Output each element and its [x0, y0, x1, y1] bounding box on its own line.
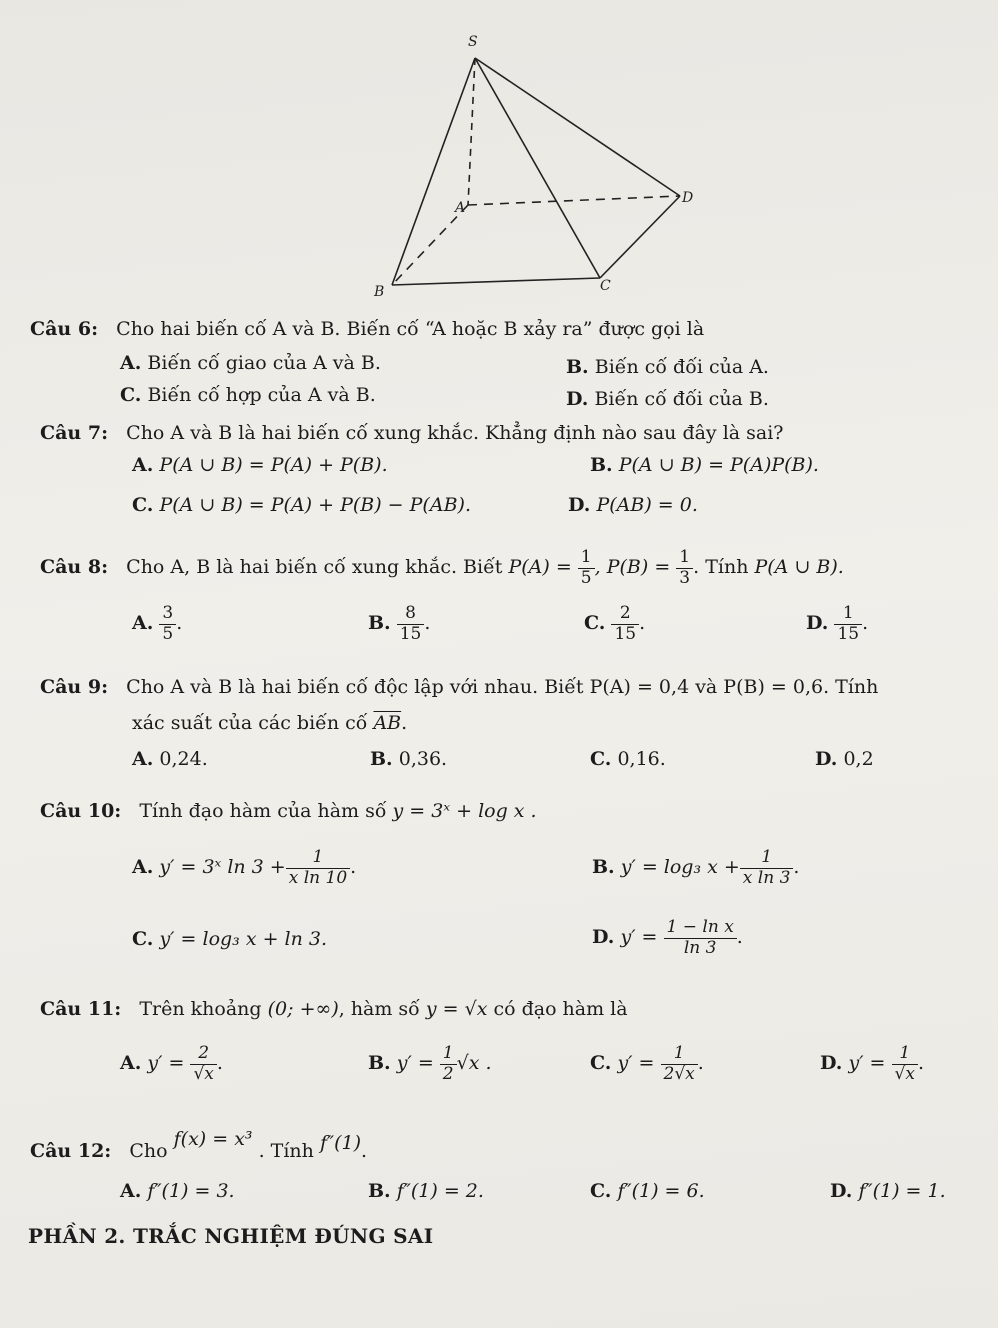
q10-option-c[interactable]: C. y′ = log₃ x + ln 3.	[132, 928, 328, 950]
q12-option-c[interactable]: C. f″(1) = 6.	[590, 1180, 705, 1202]
q7-option-a[interactable]: A. P(A ∪ B) = P(A) + P(B).	[132, 454, 388, 476]
q7-stem	[40, 422, 784, 444]
q12-option-a[interactable]: A. f″(1) = 3.	[120, 1180, 235, 1202]
q12-stem: Câu 12: Cho f(x) = x³ . Tính f″(1).	[30, 1128, 368, 1162]
q12-option-b[interactable]: B. f″(1) = 2.	[368, 1180, 484, 1202]
q10-function: y = 3ˣ + log x .	[392, 800, 537, 822]
edge-ab	[392, 205, 468, 285]
edge-sd	[475, 58, 680, 196]
q11-interval: (0; +∞)	[267, 998, 339, 1020]
q11-option-b[interactable]: B. y′ = $\frac{1}{2}$ √x .	[368, 1043, 492, 1084]
q9-label: Câu 9:	[40, 676, 109, 698]
edge-ad	[468, 196, 680, 205]
q11-stem: Câu 11: Trên khoảng (0; +∞), hàm số y = √x có đạo hàm là	[40, 998, 628, 1020]
q10-option-d[interactable]: D. y′ = $\frac{\text{1 − ln x}}{\ln 3}$ .	[592, 917, 743, 958]
q9-text: Cho A và B là hai biến cố độc lập với nhau. Biết P(A) = 0,4 và P(B) = 0,6. Tính	[126, 676, 879, 698]
q6-option-b[interactable]: B. Biến cố đối của A.	[566, 356, 769, 378]
q8-option-c[interactable]: C. $\frac{2}{15}$ .	[584, 603, 646, 644]
edge-cd	[600, 196, 680, 278]
q11-option-a[interactable]: A. y′ = $\frac{2}{√x}$ .	[120, 1043, 223, 1084]
vertex-a: A	[455, 200, 466, 216]
edge-sc	[475, 58, 600, 278]
q12-target: f″(1)	[319, 1132, 361, 1154]
q8-label: Câu 8:	[40, 556, 109, 579]
q6-stem	[30, 318, 704, 340]
q8-option-a[interactable]: A. $\frac{3}{5}$ .	[132, 603, 183, 644]
q11-option-c[interactable]: C. y′ = $\frac{1}{2√x}$ .	[590, 1043, 704, 1084]
q12-function: f(x) = x³	[173, 1128, 253, 1150]
vertex-c: C	[600, 278, 611, 294]
q7-option-c[interactable]: C. P(A ∪ B) = P(A) + P(B) − P(AB).	[132, 494, 471, 516]
q10-label: Câu 10:	[40, 800, 122, 822]
edge-sa	[468, 58, 475, 205]
q11-label: Câu 11:	[40, 998, 122, 1020]
q8-pa-fraction: $\frac{1}{5}$	[578, 548, 595, 588]
pyramid-figure	[360, 28, 710, 308]
q11-option-d[interactable]: D. y′ = $\frac{1}{√x}$ .	[820, 1043, 924, 1084]
vertex-s: S	[468, 34, 478, 50]
q6-option-c[interactable]: C. Biến cố hợp của A và B.	[120, 384, 376, 406]
q9-option-b[interactable]: B. 0,36.	[370, 748, 448, 770]
q9-stem	[40, 676, 878, 698]
q6-option-a[interactable]: A. Biến cố giao của A và B.	[120, 352, 381, 374]
edge-bc	[392, 278, 600, 285]
vertex-d: D	[682, 190, 694, 206]
section-2-heading: PHẦN 2. TRẮC NGHIỆM ĐÚNG SAI	[28, 1224, 434, 1248]
q7-text: Cho A và B là hai biến cố xung khắc. Khẳng định nào sau đây là sai?	[126, 422, 784, 444]
q12-label: Câu 12:	[30, 1140, 112, 1162]
q8-option-b[interactable]: B. $\frac{8}{15}$ .	[368, 603, 431, 644]
q11-function: y = √x	[425, 998, 488, 1020]
q9-event: $\overline{AB}$	[373, 712, 402, 734]
q7-option-d[interactable]: D. P(AB) = 0.	[568, 494, 698, 516]
q8-option-d[interactable]: D. $\frac{1}{15}$ .	[806, 603, 869, 644]
q9-option-c[interactable]: C. 0,16.	[590, 748, 666, 770]
q10-option-b[interactable]: B. y′ = log₃ x + $\frac{1}{\text{x ln 3}}$ .	[592, 847, 800, 888]
q9-option-a[interactable]: A. 0,24.	[132, 748, 208, 770]
q10-option-a[interactable]: A. y′ = 3ˣ ln 3 + $\frac{1}{\text{x ln 10}}$ .	[132, 847, 357, 888]
edge-sb	[392, 58, 475, 285]
q6-option-d[interactable]: D. Biến cố đối của B.	[566, 388, 769, 410]
q9-option-d[interactable]: D. 0,2	[815, 748, 874, 770]
q6-text: Cho hai biến cố A và B. Biến cố “A hoặc B xảy ra” được gọi là	[116, 318, 705, 340]
q8-stem: Câu 8: Cho A, B là hai biến cố xung khắc. Biết P(A) = $\frac{1}{5}$ , P(B) = $\frac{1}{3}$ . Tính P(A ∪ B).	[40, 547, 844, 588]
q9-stem-line2: xác suất của các biến cố $\overline{AB}$.	[132, 712, 408, 734]
q7-label: Câu 7:	[40, 422, 109, 444]
q7-option-b[interactable]: B. P(A ∪ B) = P(A)P(B).	[590, 454, 819, 476]
vertex-b: B	[374, 284, 385, 300]
q12-option-d[interactable]: D. f″(1) = 1.	[830, 1180, 946, 1202]
q6-label: Câu 6:	[30, 318, 99, 340]
q10-stem: Câu 10: Tính đạo hàm của hàm số y = 3ˣ + log x .	[40, 800, 537, 822]
q8-pb-fraction: $\frac{1}{3}$	[676, 548, 693, 588]
